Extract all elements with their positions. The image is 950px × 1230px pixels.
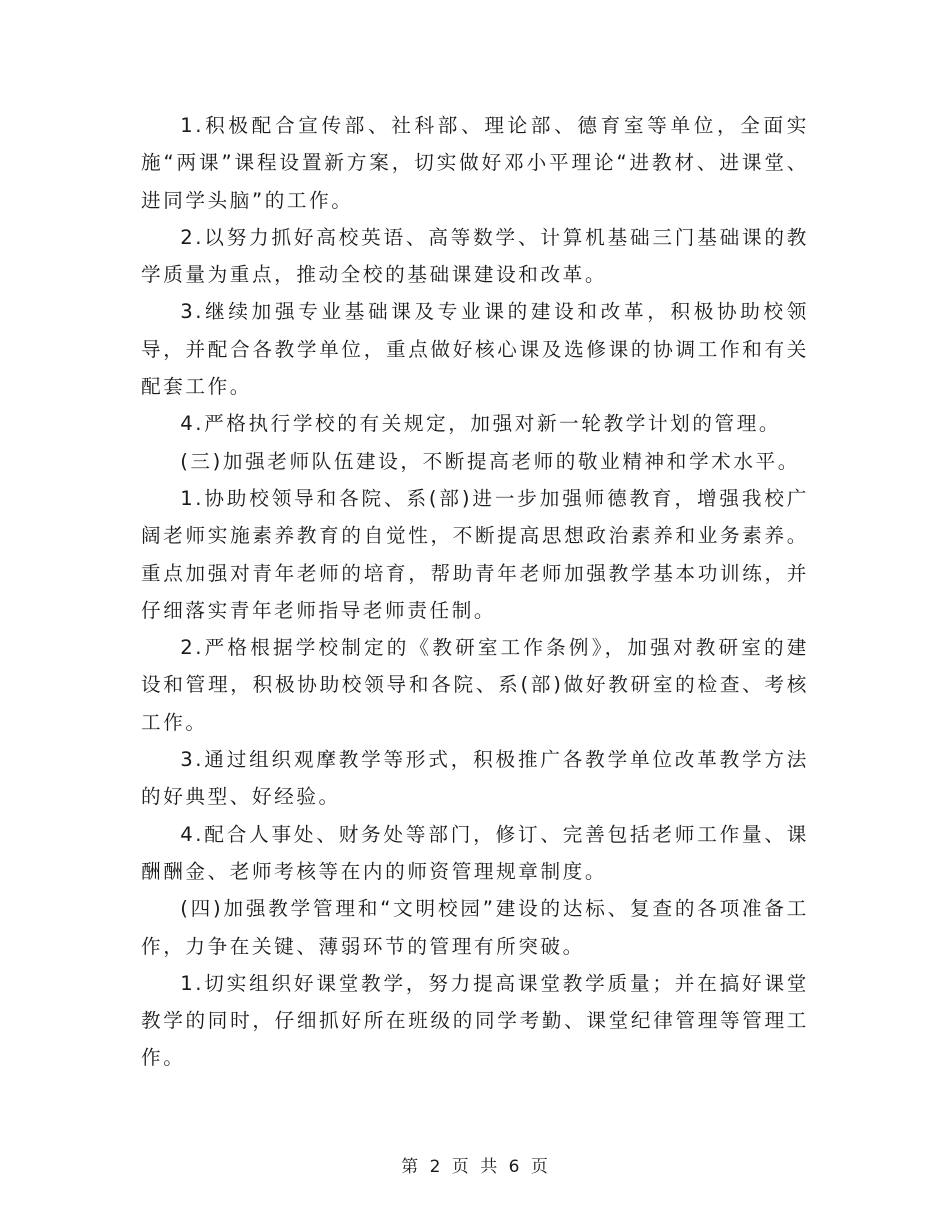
- paragraph-9: 1.切实组织好课堂教学，努力提高课堂教学质量；并在搞好课堂教学的同时，仔细抓好所在班级的同学考勤、课堂纪律管理等管理工作。: [141, 971, 809, 1070]
- paragraph-8: 4.配合人事处、财务处等部门，修订、完善包括老师工作量、课酬酬金、老师考核等在内的师资管理规章制度。: [141, 822, 809, 883]
- section-heading-3: (三)加强老师队伍建设，不断提高老师的敬业精神和学术水平。: [180, 449, 800, 473]
- paragraph-5: 1.协助校领导和各院、系(部)进一步加强师德教育，增强我校广阔老师实施素养教育的自觉性，不断提高思想政治素养和业务素养。重点加强对青年老师的培育，帮助青年老师加强教学基本功训练，并仔细落实青年老师指导老师责任制。: [141, 486, 809, 622]
- paragraph-1: 1.积极配合宣传部、社科部、理论部、德育室等单位，全面实施“两课”课程设置新方案，切实做好邓小平理论“进教材、进课堂、进同学头脑”的工作。: [141, 114, 809, 212]
- section-heading-4: (四)加强教学管理和“文明校园”建设的达标、复查的各项准备工作，力争在关键、薄弱环节的管理有所突破。: [141, 897, 809, 958]
- paragraph-2: 2.以努力抓好高校英语、高等数学、计算机基础三门基础课的教学质量为重点，推动全校的基础课建设和改革。: [141, 225, 809, 287]
- paragraph-4: 4.严格执行学校的有关规定，加强对新一轮教学计划的管理。: [180, 412, 782, 436]
- page-number-footer: 第 2 页 共 6 页: [401, 1157, 549, 1177]
- paragraph-3: 3.继续加强专业基础课及专业课的建设和改革，积极协助校领导，并配合各教学单位，重点做好核心课及选修课的协调工作和有关配套工作。: [141, 300, 809, 399]
- paragraph-7: 3.通过组织观摩教学等形式，积极推广各教学单位改革教学方法的好典型、好经验。: [141, 748, 809, 809]
- document-body: [141, 107, 809, 1077]
- paragraph-6: 2.严格根据学校制定的《教研室工作条例》，加强对教研室的建设和管理，积极协助校领导和各院、系(部)做好教研室的检查、考核工作。: [141, 636, 809, 734]
